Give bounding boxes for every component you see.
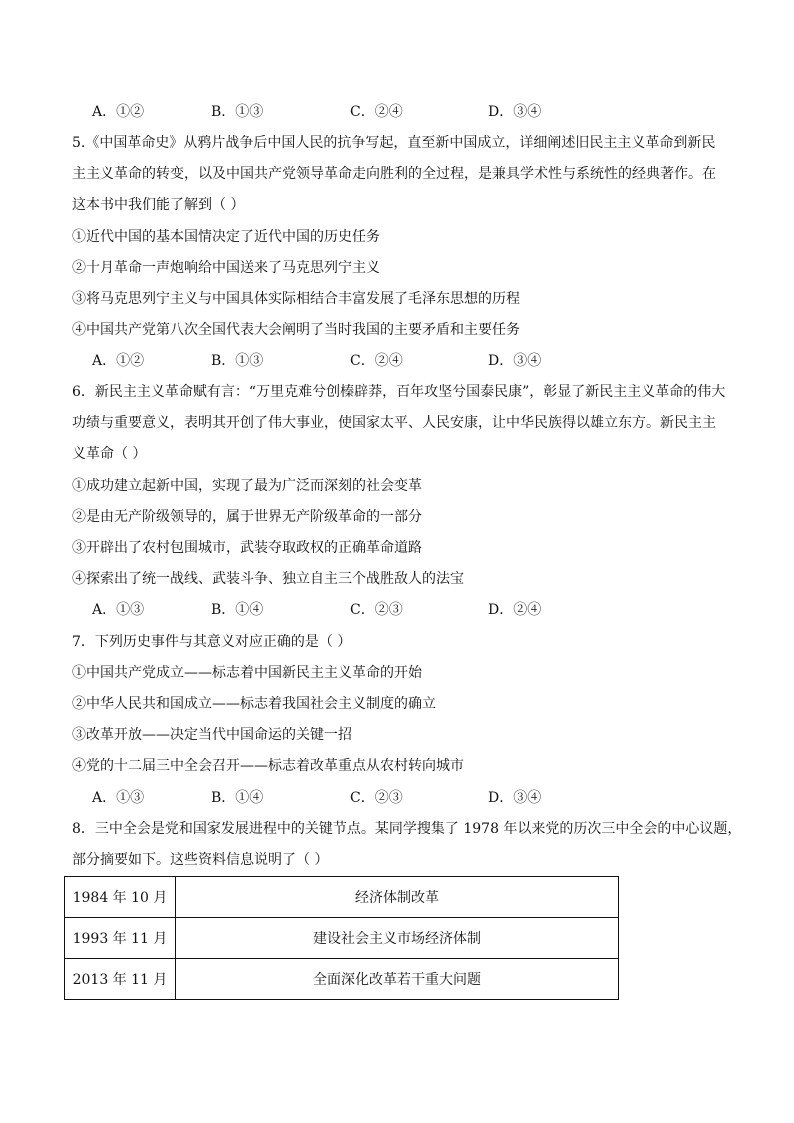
option-c: C．②③ (350, 602, 403, 618)
q5-item: ③将马克思列宁主义与中国具体实际相结合丰富发展了毛泽东思想的历程 (72, 291, 520, 307)
option-d: D．③④ (488, 353, 542, 369)
q6-stem-line: 6．新民主主义革命赋有言：“万里克难兮创榛辟莽，百年攻坚兮国泰民康”，彰显了新民主主义革命的伟大 (72, 384, 726, 400)
option-b: B．①④ (211, 602, 264, 618)
q7-stem-line: 7．下列历史事件与其意义对应正确的是（ ） (72, 634, 352, 650)
q6-options (92, 600, 592, 620)
table-row (65, 918, 619, 959)
q5-item: ④中国共产党第八次全国代表大会阐明了当时我国的主要矛盾和主要任务 (72, 322, 520, 338)
option-a: A．①② (92, 353, 145, 369)
option-d: D．③④ (488, 104, 542, 120)
q6-item: ②是由无产阶级领导的，属于世界无产阶级革命的一部分 (72, 509, 422, 525)
table-cell-topic: 建设社会主义市场经济体制 (176, 918, 619, 959)
q7-item: ②中华人民共和国成立——标志着我国社会主义制度的确立 (72, 696, 436, 712)
q5-item: ②十月革命一声炮响给中国送来了马克思列宁主义 (72, 260, 380, 276)
q5-stem-line: 主主义革命的转变，以及中国共产党领导革命走向胜利的全过程，是兼具学术性与系统性的经典著作。在 (72, 166, 716, 182)
q8-stem-line: 8．三中全会是党和国家发展进程中的关键节点。某同学搜集了 1978 年以来党的历次三中全会的中心议题， (72, 821, 742, 837)
table-row (65, 877, 619, 918)
option-b: B．①③ (211, 353, 264, 369)
option-d: D．②④ (488, 602, 542, 618)
q6-item: ③开辟出了农村包围城市，武装夺取政权的正确革命道路 (72, 540, 422, 556)
table-cell-date: 2013 年 11 月 (65, 959, 176, 1000)
q8-table (64, 876, 619, 1000)
option-c: C．②④ (350, 104, 403, 120)
option-c: C．②④ (350, 353, 403, 369)
option-b: B．①④ (211, 790, 264, 806)
table-cell-topic: 全面深化改革若干重大问题 (176, 959, 619, 1000)
table-cell-date: 1993 年 11 月 (65, 918, 176, 959)
option-c: C．②③ (350, 790, 403, 806)
option-b: B．①③ (211, 104, 264, 120)
q6-stem-line: 功绩与重要意义，表明其开创了伟大事业，使国家太平、人民安康，让中华民族得以雄立东方。新民主主 (72, 415, 716, 431)
q5-stem-line: 5.《中国革命史》从鸦片战争后中国人民的抗争写起，直至新中国成立，详细阐述旧民主主义革命到新民 (72, 135, 716, 151)
q7-item: ③改革开放——决定当代中国命运的关键一招 (72, 727, 352, 743)
q6-stem-line: 义革命（ ） (72, 446, 147, 462)
table-cell-date: 1984 年 10 月 (65, 877, 176, 918)
option-a: A．①② (92, 104, 145, 120)
option-a: A．①③ (92, 602, 145, 618)
q5-options (92, 351, 592, 371)
q7-item: ④党的十二届三中全会召开——标志着改革重点从农村转向城市 (72, 758, 464, 774)
table-cell-topic: 经济体制改革 (176, 877, 619, 918)
q4-options (92, 102, 592, 122)
option-d: D．③④ (488, 790, 542, 806)
q8-stem-line: 部分摘要如下。这些资料信息说明了（ ） (72, 852, 329, 868)
q6-item: ①成功建立起新中国，实现了最为广泛而深刻的社会变革 (72, 478, 422, 494)
q7-item: ①中国共产党成立——标志着中国新民主主义革命的开始 (72, 665, 422, 681)
q6-item: ④探索出了统一战线、武装斗争、独立自主三个战胜敌人的法宝 (72, 571, 464, 587)
option-a: A．①③ (92, 790, 145, 806)
q5-stem-line: 这本书中我们能了解到（ ） (72, 197, 245, 213)
q5-item: ①近代中国的基本国情决定了近代中国的历史任务 (72, 229, 380, 245)
table-row (65, 959, 619, 1000)
q7-options (92, 788, 592, 808)
